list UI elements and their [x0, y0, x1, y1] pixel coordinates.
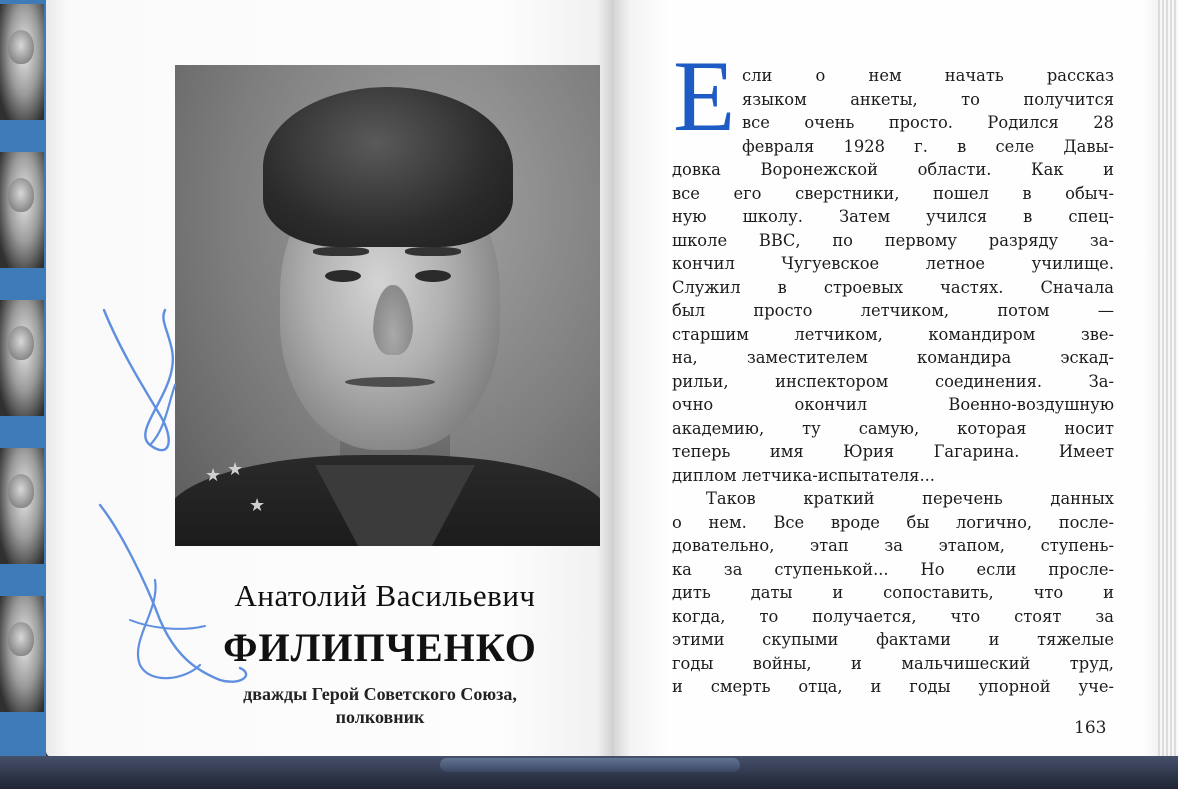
bookmark-ribbon — [440, 758, 740, 772]
page-number: 163 — [1074, 718, 1107, 738]
drop-cap: Е — [673, 40, 736, 153]
text-line: этими скупыми фактами и тяжелые — [672, 630, 1114, 649]
person-title-line: полковник — [335, 707, 425, 727]
text-line: академию, ту самую, которая носит — [672, 418, 1114, 438]
portrait-hair — [263, 87, 513, 247]
text-line: школе ВВС, по первому разряду за- — [672, 230, 1114, 250]
text-line: кончил Чугуевское летное училище. — [672, 254, 1114, 273]
text-line: старшим летчиком, командиром зве- — [672, 324, 1114, 344]
biography-text — [672, 64, 1114, 699]
page-edges — [1158, 0, 1178, 762]
portrait-thumbnail — [0, 4, 44, 120]
text-line: Служил в строевых частях. Сначала — [672, 277, 1114, 297]
portrait-brow — [313, 247, 369, 256]
text-line: теперь имя Юрия Гагарина. Имеет — [672, 442, 1114, 461]
epaulette-star-icon: ★ — [227, 459, 244, 480]
portrait-thumbnail — [0, 152, 44, 268]
portrait-thumbnail — [0, 300, 44, 416]
text-line: сли о нем начать рассказ — [742, 66, 1114, 85]
text-line: довка Воронежской области. Как и — [672, 160, 1114, 179]
text-line: февраля 1928 г. в селе Давы- — [742, 136, 1114, 156]
portrait-mouth — [345, 377, 435, 387]
epaulette-star-icon: ★ — [205, 465, 222, 486]
portrait-eye — [415, 270, 451, 282]
portrait-brow — [405, 247, 461, 256]
text-line: дить даты и сопоставить, что и — [672, 583, 1114, 602]
person-name: Анатолий Васильевич — [234, 578, 536, 613]
text-line: очно окончил Военно-воздушную — [672, 395, 1114, 414]
text-line: о нем. Все вроде бы логично, после- — [672, 512, 1114, 532]
portrait-eye — [325, 270, 361, 282]
person-title-line: дважды Герой Советского Союза, — [243, 684, 517, 704]
text-line: все его сверстники, пошел в обыч- — [672, 183, 1114, 203]
epaulette-star-icon: ★ — [249, 495, 266, 516]
text-line: на, заместителем командира эскад- — [672, 348, 1114, 367]
text-line: языком анкеты, то получится — [742, 89, 1114, 109]
portrait-thumbnail — [0, 448, 44, 564]
person-surname: ФИЛИПЧЕНКО — [223, 625, 537, 670]
text-line: Таков краткий перечень данных — [706, 489, 1114, 508]
portrait-thumbnail — [0, 596, 44, 712]
text-line: все очень просто. Родился 28 — [742, 113, 1114, 132]
text-line: рильи, инспектором соединения. За- — [672, 371, 1114, 391]
person-title — [175, 683, 585, 729]
portrait-nose — [373, 285, 413, 355]
text-line: ка за ступенькой... Но если просле- — [672, 559, 1114, 579]
text-line: когда, то получается, что стоят за — [672, 606, 1114, 626]
text-line: годы войны, и мальчишеский труд, — [672, 653, 1114, 673]
text-line: довательно, этап за этапом, ступень- — [672, 536, 1114, 555]
text-line: ную школу. Затем учился в спец- — [672, 207, 1114, 226]
text-line: диплом летчика-испытателя... — [672, 465, 935, 485]
text-line: был просто летчиком, потом — — [672, 301, 1114, 320]
text-line: и смерть отца, и годы упорной уче- — [672, 677, 1114, 696]
neighbor-page-strip — [0, 0, 46, 760]
